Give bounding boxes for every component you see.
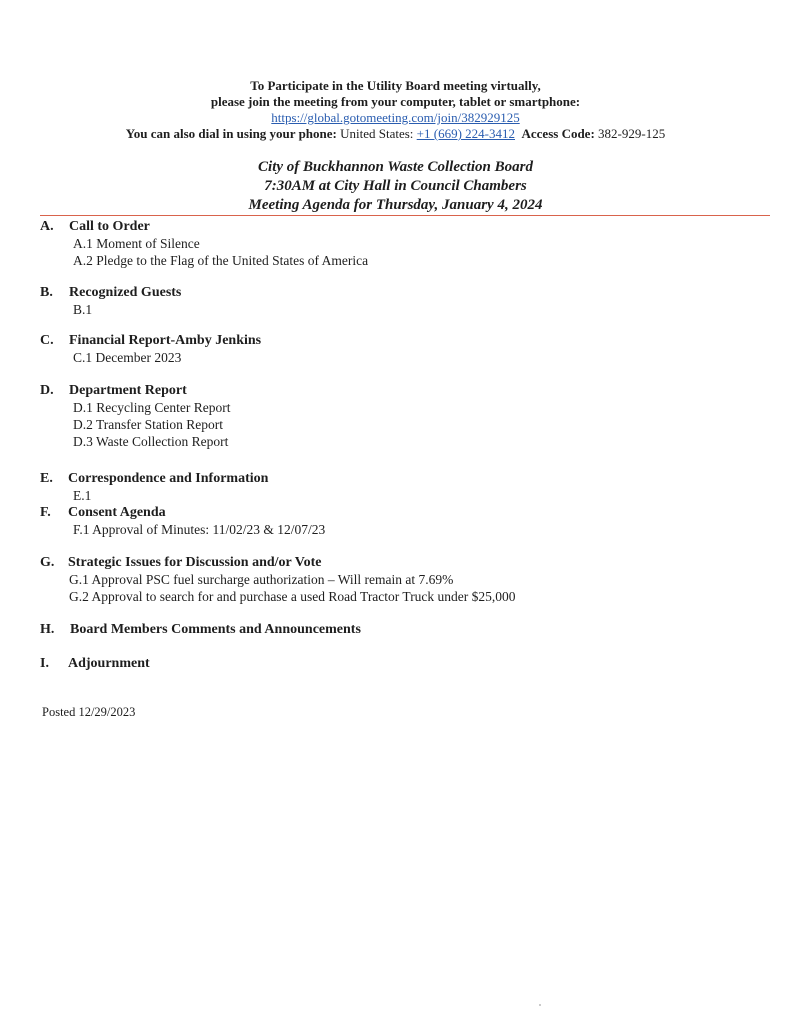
section-letter: H. xyxy=(40,622,55,637)
agenda-item: F.1 Approval of Minutes: 11/02/23 & 12/07/23 xyxy=(73,522,326,537)
title-line-1: City of Buckhannon Waste Collection Board xyxy=(258,159,533,175)
title-divider xyxy=(40,215,770,216)
agenda-item: D.3 Waste Collection Report xyxy=(73,434,229,449)
title-line-2: 7:30AM at City Hall in Council Chambers xyxy=(264,178,527,194)
section-heading: Board Members Comments and Announcements xyxy=(70,622,361,637)
section-letter: D. xyxy=(40,383,54,398)
section-letter: C. xyxy=(40,333,54,348)
section-letter: E. xyxy=(40,471,53,486)
agenda-item: E.1 xyxy=(73,488,92,503)
agenda-item: C.1 December 2023 xyxy=(73,350,182,365)
dial-country: United States: xyxy=(340,126,414,141)
access-code-label: Access Code: xyxy=(521,126,595,141)
section-heading: Correspondence and Information xyxy=(68,471,269,486)
section-heading: Department Report xyxy=(69,383,187,398)
meeting-title xyxy=(0,158,791,215)
section-heading: Strategic Issues for Discussion and/or Vote xyxy=(68,555,322,570)
title-line-3: Meeting Agenda for Thursday, January 4, 2024 xyxy=(248,197,543,213)
section-letter: A. xyxy=(40,219,54,234)
dial-label: You can also dial in using your phone: xyxy=(125,126,337,141)
scan-speck xyxy=(539,1004,541,1006)
meeting-link[interactable]: https://global.gotomeeting.com/join/382929125 xyxy=(271,110,520,125)
access-code: 382-929-125 xyxy=(598,126,666,141)
section-letter: I. xyxy=(40,656,49,671)
posted-date: Posted 12/29/2023 xyxy=(42,705,136,719)
dial-phone-link[interactable]: +1 (669) 224-3412 xyxy=(416,126,515,141)
header-line-1: To Participate in the Utility Board meeting virtually, xyxy=(250,78,541,93)
section-letter: B. xyxy=(40,285,53,300)
section-heading: Financial Report-Amby Jenkins xyxy=(69,333,262,348)
agenda-item: A.1 Moment of Silence xyxy=(73,236,200,251)
dial-in-line xyxy=(0,126,791,142)
section-letter: F. xyxy=(40,505,51,520)
section-heading: Recognized Guests xyxy=(69,285,182,300)
virtual-participation-header xyxy=(0,78,791,142)
agenda-item: G.1 Approval PSC fuel surcharge authorization – Will remain at 7.69% xyxy=(69,572,454,587)
agenda-item: D.2 Transfer Station Report xyxy=(73,417,223,432)
section-heading: Call to Order xyxy=(69,219,150,234)
header-line-2: please join the meeting from your computer, tablet or smartphone: xyxy=(210,94,581,109)
agenda-item: D.1 Recycling Center Report xyxy=(73,400,231,415)
agenda-item: G.2 Approval to search for and purchase a used Road Tractor Truck under $25,000 xyxy=(69,589,516,604)
section-letter: G. xyxy=(40,555,55,570)
section-heading: Consent Agenda xyxy=(68,505,166,520)
agenda-item: B.1 xyxy=(73,302,93,317)
agenda-item: A.2 Pledge to the Flag of the United States of America xyxy=(73,253,369,268)
section-heading: Adjournment xyxy=(68,656,150,671)
